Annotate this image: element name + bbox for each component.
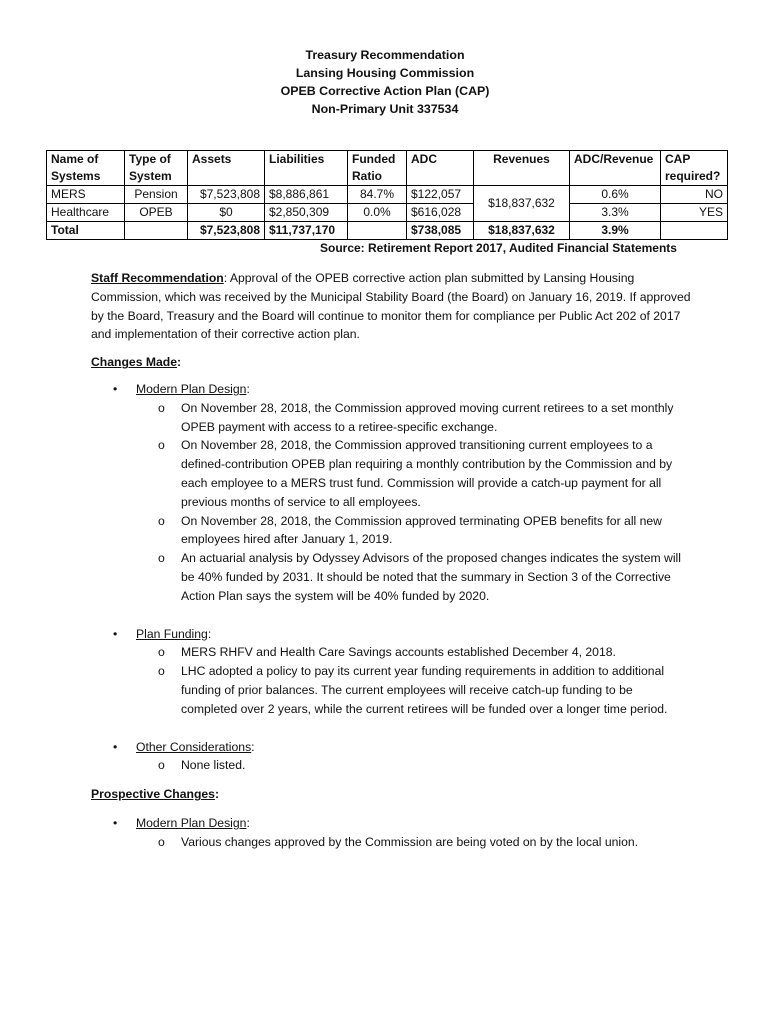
list-item: • Plan Funding: o MERS RHFV and Health Care Savings accounts established December 4, 2018. o LHC adopted a policy to pay its current year funding requirements in addition to additional funding of prior balances. The current employees will receive catch-up funding to be completed over 2 years, while the current retirees will be funded over a longer time period. xyxy=(91,625,691,719)
circle-bullet-icon: o xyxy=(158,400,165,415)
list-item: o On November 28, 2018, the Commission approved moving current retirees to a set monthly OPEB payment with access to a retiree-specific exchange. xyxy=(158,400,674,434)
list-item: o On November 28, 2018, the Commission approved transitioning current employees to a defined-contribution OPEB plan requiring a monthly contribution by the Commission and by each employee to a MERS trust fund. Commission will provide a catch-up payment for all previous months of service to all employees. xyxy=(158,438,673,509)
body-text xyxy=(91,269,691,852)
cell-adc: $616,028 xyxy=(407,204,474,222)
circle-bullet-icon: o xyxy=(158,664,165,679)
table-header-row xyxy=(47,151,728,186)
systems-table xyxy=(46,150,728,240)
title-line-3: OPEB Corrective Action Plan (CAP) xyxy=(280,84,490,98)
prospective-list xyxy=(91,814,691,852)
list-item: • Modern Plan Design: o Various changes approved by the Commission are being voted on by the local union. xyxy=(91,814,691,852)
other-considerations-label: Other Considerations xyxy=(136,739,252,754)
circle-bullet-icon: o xyxy=(158,834,165,849)
prospective-modern-label: Modern Plan Design xyxy=(136,815,247,830)
total-type xyxy=(125,222,188,240)
list-item: o An actuarial analysis by Odyssey Advisors of the proposed changes indicates the system will be 40% funded by 2031. It should be noted that the summary in Section 3 of the Corrective Action Plan says the system will be 40% funded by 2020. xyxy=(158,551,681,603)
title-line-2: Lansing Housing Commission xyxy=(295,66,475,80)
total-adc-revenue: 3.9% xyxy=(570,222,661,240)
staff-recommendation xyxy=(91,269,691,344)
cell-adc-revenue: 0.6% xyxy=(570,186,661,204)
header-liabilities: Liabilities xyxy=(265,151,348,186)
header-assets: Assets xyxy=(188,151,265,186)
cell-type: OPEB xyxy=(125,204,188,222)
bullet-icon: • xyxy=(113,739,118,754)
total-revenues: $18,837,632 xyxy=(474,222,570,240)
bullet-icon: • xyxy=(113,815,118,830)
total-assets: $7,523,808 xyxy=(188,222,265,240)
header-type: Type of System xyxy=(125,151,188,186)
cell-adc-revenue: 3.3% xyxy=(570,204,661,222)
total-cap xyxy=(661,222,728,240)
cell-name: Healthcare xyxy=(47,204,125,222)
list-item: o On November 28, 2018, the Commission approved terminating OPEB benefits for all new employees hired after January 1, 2019. xyxy=(158,513,662,547)
cell-liabilities: $2,850,309 xyxy=(265,204,348,222)
spacer xyxy=(91,719,691,738)
table-row xyxy=(47,186,728,204)
prospective-heading: Prospective Changes: xyxy=(91,787,220,802)
cell-funded: 84.7% xyxy=(348,186,407,204)
cell-assets: $7,523,808 xyxy=(188,186,265,204)
list-item: o Various changes approved by the Commission are being voted on by the local union. xyxy=(136,833,691,852)
cell-cap: YES xyxy=(661,204,728,222)
modern-plan-label: Modern Plan Design xyxy=(136,381,247,396)
changes-list xyxy=(91,380,691,775)
list-item: o MERS RHFV and Health Care Savings accounts established December 4, 2018. xyxy=(136,643,691,662)
header-cap: CAP required? xyxy=(661,151,728,186)
header-revenues: Revenues xyxy=(474,151,570,186)
title-line-1: Treasury Recommendation xyxy=(305,48,465,62)
cell-liabilities: $8,886,861 xyxy=(265,186,348,204)
cell-funded: 0.0% xyxy=(348,204,407,222)
circle-bullet-icon: o xyxy=(158,438,165,453)
header-adc: ADC xyxy=(407,151,474,186)
title-line-4: Non-Primary Unit 337534 xyxy=(311,102,459,116)
total-funded xyxy=(348,222,407,240)
list-item: • Other Considerations: o None listed. xyxy=(91,738,691,776)
other-considerations-items xyxy=(136,756,691,775)
cell-adc: $122,057 xyxy=(407,186,474,204)
table-row xyxy=(47,204,728,222)
list-item: o LHC adopted a policy to pay its current year funding requirements in addition to additional funding of prior balances. The current employees will receive catch-up funding to be completed over 2 years, while the current retirees will be funded over a longer time period. xyxy=(158,664,668,716)
header-adc-revenue: ADC/Revenue xyxy=(570,151,661,186)
list-item: • Modern Plan Design: o On November 28, 2018, the Commission approved moving current retirees to a set monthly OPEB payment with access to a retiree-specific exchange. o On November 28, 2018, the Commission approved transitioning current employees to a defined-contribution OPEB plan requiring a monthly contribution by the Commission and by each employee to a MERS trust fund. Commission will provide a catch-up payment for all previous months of service to all employees. o On November 28, 2018, the Commission approved terminating OPEB benefits for all new employees hired after January 1, 2019. o An actuarial analysis by Odyssey Advisors of the proposed changes indicates the system will be 40% funded by 2031. It should be noted that the summary in Section 3 of the Corrective Action Plan says the system will be 40% funded by 2020. xyxy=(91,380,691,606)
table-total-row xyxy=(47,222,728,240)
plan-funding-label: Plan Funding xyxy=(136,626,208,641)
spacer xyxy=(91,606,691,625)
total-liabilities: $11,737,170 xyxy=(265,222,348,240)
total-label: Total xyxy=(47,222,125,240)
title-block xyxy=(0,46,770,118)
staff-label: Staff Recommendation xyxy=(91,271,224,285)
staff-text: : Approval of the OPEB corrective action plan submitted by Lansing Housing Commission, which was received by the Municipal Stability Board (the Board) on January 16, 2019. If approved by the Board, Treasury and the Board will continue to monitor them for compliance per Public Act 202 of 2017 and implementation of their corrective action plan. xyxy=(91,271,691,342)
plan-funding-items xyxy=(136,643,691,718)
header-funded: Funded Ratio xyxy=(348,151,407,186)
cell-type: Pension xyxy=(125,186,188,204)
circle-bullet-icon: o xyxy=(158,551,165,566)
cell-revenues-shared: $18,837,632 xyxy=(474,186,570,222)
cell-name: MERS xyxy=(47,186,125,204)
cell-cap: NO xyxy=(661,186,728,204)
list-item: o None listed. xyxy=(136,756,691,775)
modern-plan-items xyxy=(136,399,691,606)
bullet-icon: • xyxy=(113,381,118,396)
header-name: Name of Systems xyxy=(47,151,125,186)
table-source: Source: Retirement Report 2017, Audited Financial Statements xyxy=(320,241,677,255)
cell-assets: $0 xyxy=(188,204,265,222)
circle-bullet-icon: o xyxy=(158,513,165,528)
bullet-icon: • xyxy=(113,626,118,641)
prospective-modern-items xyxy=(136,833,691,852)
total-adc: $738,085 xyxy=(407,222,474,240)
changes-heading: Changes Made: xyxy=(91,355,182,370)
circle-bullet-icon: o xyxy=(158,645,165,660)
circle-bullet-icon: o xyxy=(158,758,165,773)
